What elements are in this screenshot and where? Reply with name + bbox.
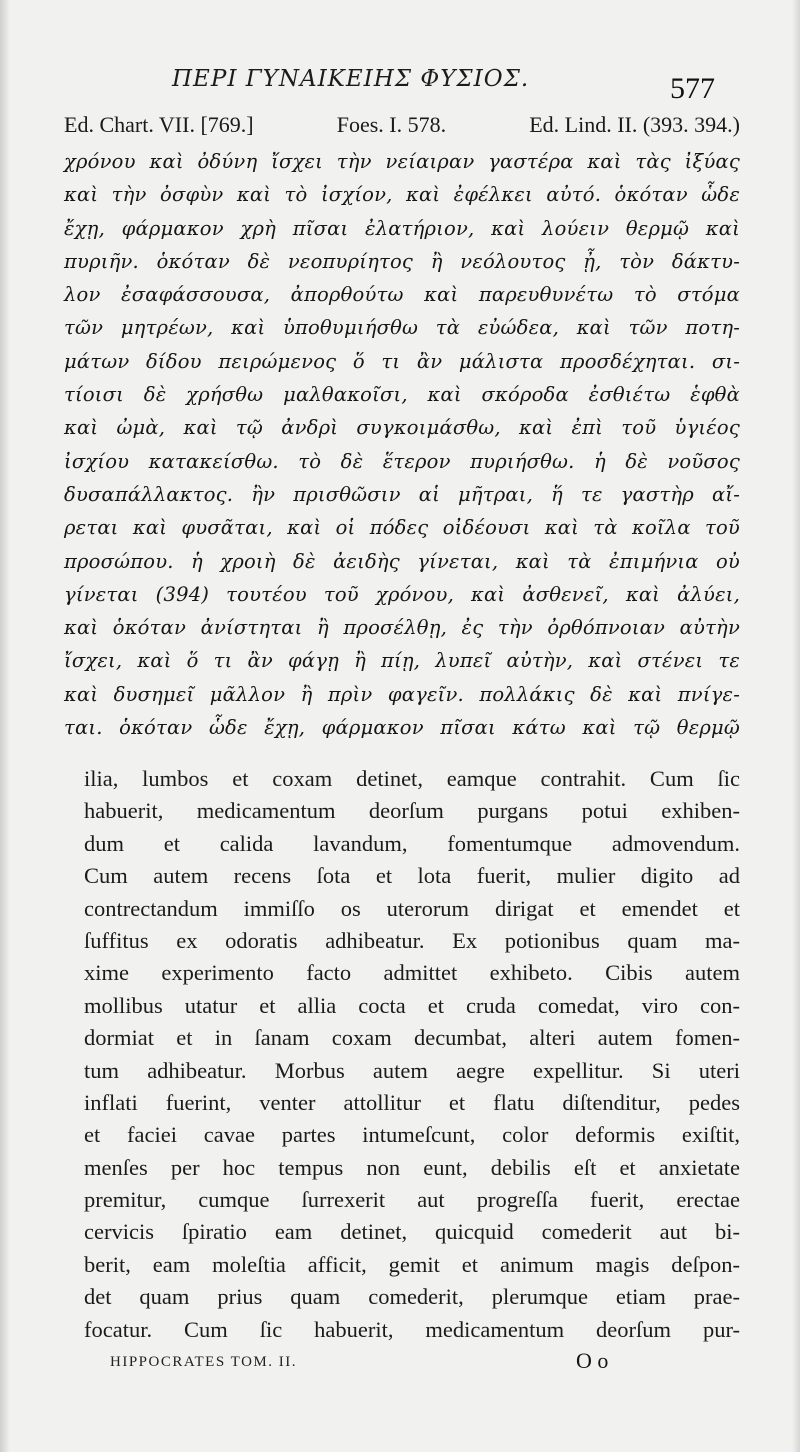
greek-line: μάτων δίδου πειρώμενος ὅ τι ἂν μάλιστα προσδέχηται. σι- [64,349,740,373]
greek-line: καὶ δυσημεῖ μᾶλλον ἢ πρὶν φαγεῖν. πολλάκις δὲ καὶ πνίγε- [64,682,740,706]
latin-line: tum adhibeatur. Morbus autem aegre expellitur. Si uteri [84,1057,740,1083]
latin-line: dum et calida lavandum, fomentumque admovendum. [84,830,740,856]
running-head [0,60,800,108]
edition-ref-linden: Ed. Lind. II. (393. 394.) [529,112,740,137]
greek-line: προσώπου. ἡ χροιὴ δὲ ἀειδὴς γίνεται, καὶ τὰ ἐπιμήνια οὐ [64,549,740,573]
page-footer [0,1346,800,1380]
greek-line: καὶ ὁκόταν ἀνίστηται ἢ προσέλθῃ, ἐς τὴν ὀρθόπνοιαν αὐτὴν [64,616,740,640]
edition-ref-chartier: Ed. Chart. VII. [769.] [64,112,254,137]
greek-line: ἴσχει, καὶ ὅ τι ἂν φάγῃ ἢ πίῃ, λυπεῖ αὐτὴν, καὶ στένει τε [64,649,740,673]
latin-line: xime experimento facto admittet exhibeto. Cibis autem [84,960,740,986]
latin-line: menſes per hoc tempus non eunt, debilis eſt et anxietate [84,1154,740,1180]
greek-line: καὶ τὴν ὀσφὺν καὶ τὸ ἰσχίον, καὶ ἐφέλκει αὐτό. ὁκόταν ὧδε [64,183,740,207]
greek-line: γίνεται (394) τουτέου τοῦ χρόνου, καὶ ἀσθενεῖ, καὶ ἀλύει, [64,582,740,606]
latin-line: berit, eam moleſtia afficit, gemit et animum magis deſpon- [84,1251,740,1277]
latin-line: det quam prius quam comederit, plerumque etiam prae- [84,1284,740,1310]
latin-line: et faciei cavae partes intumeſcunt, color deformis exiſtit, [84,1122,740,1148]
greek-line: ἔχῃ, φάρμακον χρὴ πῖσαι ἐλατήριον, καὶ λούειν θερμῷ καὶ [64,216,740,240]
volume-signature: HIPPOCRATES TOM. II. [110,1354,297,1370]
greek-line: τῶν μητρέων, καὶ ὑποθυμιήσθω τὰ εὐώδεα, καὶ τῶν ποτη- [64,316,740,340]
latin-line: premitur, cumque ſurrexerit aut progreſſa fuerit, erectae [84,1187,740,1213]
page-number: 577 [670,72,715,105]
latin-line: contrectandum immiſſo os uterorum dirigat et emendet et [84,895,740,921]
greek-line: ται. ὁκόταν ὧδε ἔχῃ, φάρμακον πῖσαι κάτω καὶ τῷ θερμῷ [64,716,740,740]
greek-line: πυριῆν. ὁκόταν δὲ νεοπυρίητος ἢ νεόλουτος ᾖ, τὸν δάκτυ- [64,249,740,273]
edition-references [64,112,740,138]
latin-line: ſuffitus ex odoratis adhibeatur. Ex potionibus quam ma- [84,927,740,953]
latin-line: cervicis ſpiratio eam detinet, quicquid comederit aut bi- [84,1219,740,1245]
edition-ref-foes: Foes. I. 578. [336,112,447,137]
greek-line: χρόνου καὶ ὀδύνη ἴσχει τὴν νείαιραν γαστέρα καὶ τὰς ἰξύας [64,150,740,173]
greek-line: ἰσχίου κατακείσθω. τὸ δὲ ἕτερον πυριήσθω. ἡ δὲ νοῦσος [64,449,740,473]
latin-line: Cum autem recens ſota et lota fuerit, mulier digito ad [84,863,740,889]
latin-line: dormiat et in ſanam coxam decumbat, alteri autem fomen- [84,1025,740,1051]
latin-line: ilia, lumbos et coxam detinet, eamque contrahit. Cum ſic [84,766,740,791]
greek-line: ρεται καὶ φυσᾶται, καὶ οἱ πόδες οἰδέουσι καὶ τὰ κοῖλα τοῦ [64,516,740,540]
greek-line: καὶ ὠμὰ, καὶ τῷ ἀνδρὶ συγκοιμάσθω, καὶ ἐπὶ τοῦ ὑγιέος [64,416,740,440]
latin-line: inflati fuerint, venter attollitur et flatu diſtenditur, pedes [84,1089,740,1115]
running-title: ΠΕΡΙ ΓΥΝΑΙΚΕΙΗΣ ΦΥΣΙΟΣ. [172,66,530,92]
latin-line: mollibus utatur et allia cocta et cruda comedat, viro con- [84,992,740,1018]
greek-line: λον ἐσαφάσσουσα, ἀπορθούτω καὶ παρευθυνέτω τὸ στόμα [64,283,740,307]
latin-line: focatur. Cum ſic habuerit, medicamentum deorſum pur- [84,1316,740,1342]
greek-text [64,145,740,744]
latin-translation [84,763,740,1346]
sheet-mark: O o [576,1348,609,1373]
greek-line: δυσαπάλλακτος. ἢν πρισθῶσιν αἱ μῆτραι, ἥ τε γαστὴρ αἴ- [64,482,740,506]
latin-line: habuerit, medicamentum deorſum purgans potui exhiben- [84,798,740,824]
greek-line: τίοισι δὲ χρήσθω μαλθακοῖσι, καὶ σκόροδα ἐσθιέτω ἑφθὰ [64,383,740,407]
